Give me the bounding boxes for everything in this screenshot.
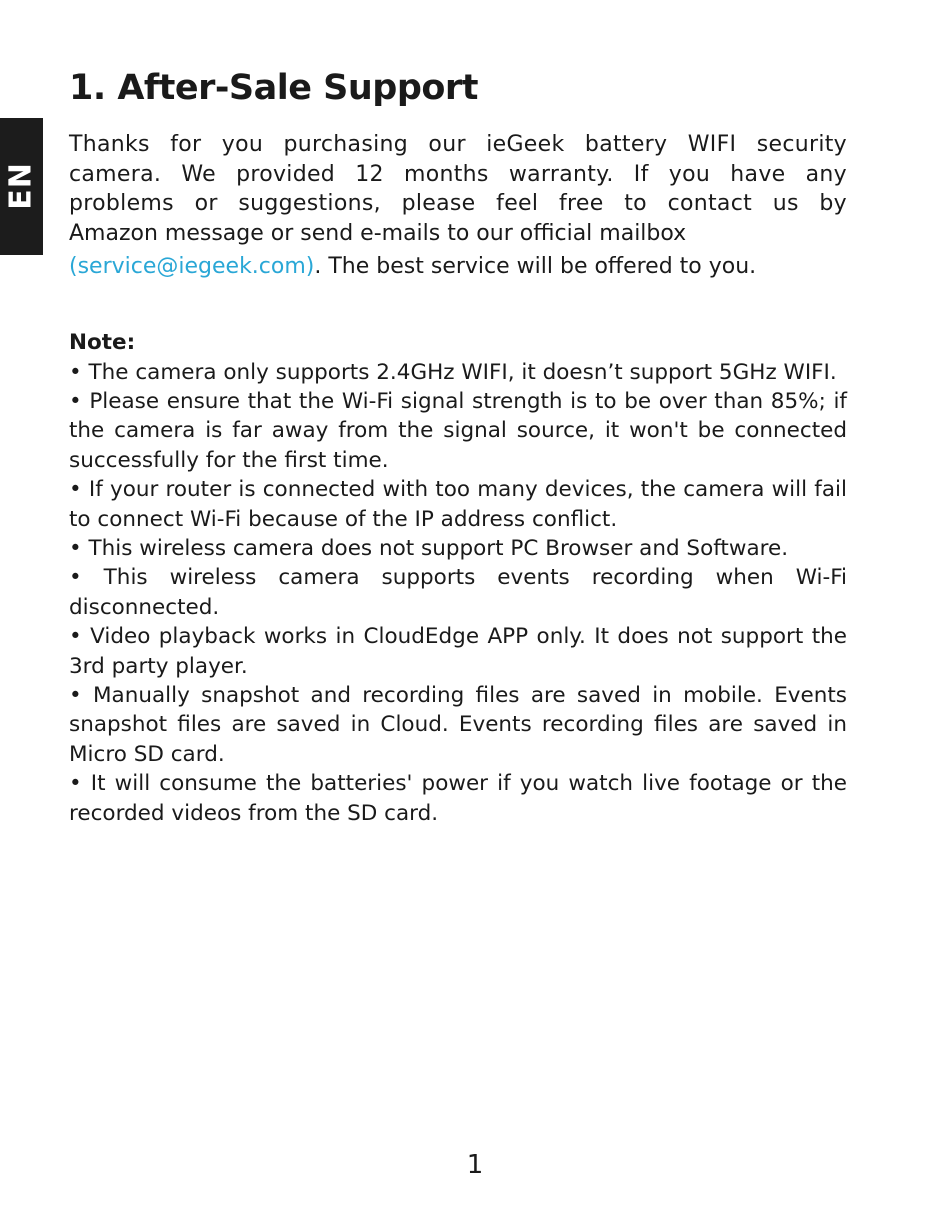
note-item: • This wireless camera does not support PC Browser and Software.	[69, 535, 789, 561]
page-content	[69, 66, 847, 828]
note-item: • Manually snapshot and recording files are saved in mobile. Events snapshot files are saved in Cloud. Events recording files are saved in Micro SD card.	[69, 682, 847, 767]
note-item: • Please ensure that the Wi-Fi signal strength is to be over than 85%; if the camera is far away from the signal source, it won't be connected successfully for the first time.	[69, 388, 847, 473]
intro-paragraph	[69, 130, 847, 282]
note-item: • If your router is connected with too many devices, the camera will fail to connect Wi-Fi because of the IP address conflict.	[69, 477, 847, 532]
section-title: 1. After-Sale Support	[69, 68, 478, 108]
intro-end-text: . The best service will be offered to you.	[314, 254, 757, 279]
intro-line: problems or suggestions, please feel free to contact us by	[69, 191, 847, 216]
note-section	[69, 328, 847, 829]
note-item: • This wireless camera supports events recording when Wi-Fi disconnected.	[69, 565, 847, 620]
note-item: • Video playback works in CloudEdge APP only. It does not support the 3rd party player.	[69, 624, 847, 679]
note-item: • The camera only supports 2.4GHz WIFI, it doesn’t support 5GHz WIFI.	[69, 359, 837, 385]
intro-last-line	[69, 252, 847, 282]
language-tab-label: EN	[3, 162, 39, 210]
support-email-link[interactable]: (service@iegeek.com)	[69, 254, 315, 279]
note-label: Note:	[69, 329, 136, 355]
page-number: 1	[466, 1150, 484, 1180]
note-item: • It will consume the batteries' power if you watch live footage or the recorded videos from the SD card.	[69, 771, 847, 826]
intro-line: camera. We provided 12 months warranty. If you have any	[69, 161, 847, 187]
intro-line: Thanks for you purchasing our ieGeek battery WIFI security	[69, 132, 847, 157]
intro-line: Amazon message or send e-mails to our official mailbox	[69, 220, 687, 246]
language-tab	[0, 118, 43, 255]
